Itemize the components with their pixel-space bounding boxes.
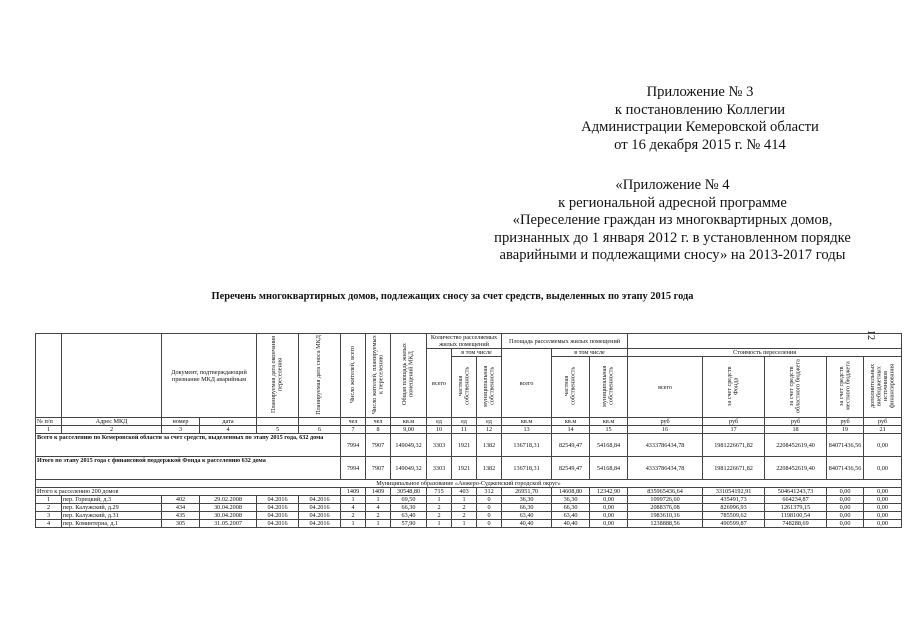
row-value: 36,30 [552, 496, 590, 504]
subtotal-value: 312 [477, 488, 502, 496]
row-value: 2 [341, 512, 366, 520]
row-value: 0,00 [590, 520, 628, 528]
table-row [36, 496, 902, 504]
row-doc-date: 30.04.2008 [200, 512, 257, 520]
row-doc-date: 30.04.2008 [200, 504, 257, 512]
unit-cell: руб [765, 418, 827, 426]
row-value: 435491,73 [703, 496, 765, 504]
column-number: 2 [62, 426, 162, 434]
row-value: 0,00 [827, 520, 864, 528]
total-value: 136718,31 [502, 457, 552, 480]
row-value: 57,90 [391, 520, 427, 528]
total-value: 1981226671,82 [703, 457, 765, 480]
unit-cell: руб [703, 418, 765, 426]
row-value: 40,40 [552, 520, 590, 528]
row-value: 36,30 [502, 496, 552, 504]
column-number: 12 [477, 426, 502, 434]
column-number: 19 [827, 426, 864, 434]
row-value: 1 [427, 496, 452, 504]
total-value: 3303 [427, 434, 452, 457]
total-value: 84071436,56 [827, 457, 864, 480]
header-line: «Приложение № 4 [615, 177, 730, 193]
row-value: 1 [341, 520, 366, 528]
col-num: № п/п [36, 418, 62, 426]
col-doc: Документ, подтверждающий признание МКД аварийным [162, 334, 257, 418]
total-value: 149049,32 [391, 457, 427, 480]
row-value: 0,00 [864, 496, 902, 504]
row-planned-demolish: 04.2016 [299, 512, 341, 520]
row-value: 1 [427, 520, 452, 528]
row-address: пер. Горецкий, д.3 [62, 496, 162, 504]
row-value: 0,00 [590, 504, 628, 512]
col-cost-total: всего [628, 357, 703, 418]
row-value: 0 [477, 512, 502, 520]
col-area-group: Площадь расселяемых жилых помещений [502, 334, 628, 349]
column-number: 16 [628, 426, 703, 434]
col-planned-demolish: Планируемая дата сноса МКД [299, 334, 341, 418]
row-value: 63,40 [391, 512, 427, 520]
col-residents: Число жителей, всего [341, 334, 366, 418]
subtotal-value: 0,00 [827, 488, 864, 496]
subtotal-value: 0,00 [864, 488, 902, 496]
subtotal-value: 715 [427, 488, 452, 496]
row-value: 1 [341, 496, 366, 504]
table-row [36, 504, 902, 512]
row-doc-number: 435 [162, 512, 200, 520]
total-label: Итого по этапу 2015 года с финансовой поддержкой Фонда к расселению 632 дома [36, 457, 341, 480]
table-row [36, 512, 902, 520]
row-value: 0,00 [590, 496, 628, 504]
row-value: 1238888,56 [628, 520, 703, 528]
row-planned-resettle: 04.2016 [257, 504, 299, 512]
row-value: 1099726,60 [628, 496, 703, 504]
row-doc-number: 305 [162, 520, 200, 528]
col-cost-fund: за счет средств Фонда [703, 357, 765, 418]
row-value: 66,30 [391, 504, 427, 512]
subtotal-value: 30548,80 [391, 488, 427, 496]
total-value: 4333786434,78 [628, 457, 703, 480]
row-value: 4 [341, 504, 366, 512]
total-value: 3303 [427, 457, 452, 480]
row-planned-resettle: 04.2016 [257, 496, 299, 504]
column-numbers-row [36, 426, 902, 434]
total-value: 7994 [341, 457, 366, 480]
row-value: 4 [366, 504, 391, 512]
row-number: 2 [36, 504, 62, 512]
unit-cell: ед [427, 418, 452, 426]
col-address: Адрес МКД [62, 418, 162, 426]
subtotal-value: 504641243,73 [765, 488, 827, 496]
unit-cell: руб [628, 418, 703, 426]
row-planned-resettle: 04.2016 [257, 520, 299, 528]
column-number: 14 [552, 426, 590, 434]
houses-table [35, 333, 902, 528]
subtotal-value: 331054192,91 [703, 488, 765, 496]
column-number: 6 [299, 426, 341, 434]
col-cost-group: Стоимость переселения [628, 349, 902, 357]
row-number: 1 [36, 496, 62, 504]
total-value: 54168,84 [590, 457, 628, 480]
column-number: 13 [502, 426, 552, 434]
total-value: 7994 [341, 434, 366, 457]
row-value: 0 [477, 504, 502, 512]
subtotal-label: Итого к расселению 200 домов [36, 488, 341, 496]
col-count-private: частная собственность [452, 357, 477, 418]
header-line: Приложение № 3 [646, 84, 754, 100]
municipality-name: Муниципальное образование «Анжеро-Судженский городской округ» [36, 480, 902, 488]
total-value: 84071436,56 [827, 434, 864, 457]
units-row [36, 418, 902, 426]
column-number: 4 [200, 426, 257, 434]
column-number: 17 [703, 426, 765, 434]
row-value: 63,40 [502, 512, 552, 520]
row-value: 0,00 [864, 512, 902, 520]
row-value: 66,30 [552, 504, 590, 512]
subtotal-value: 14608,80 [552, 488, 590, 496]
row-address: пер. Коминтерна, д.1 [62, 520, 162, 528]
row-value: 0,00 [864, 520, 902, 528]
total-value: 2208452619,40 [765, 457, 827, 480]
column-number: 7 [341, 426, 366, 434]
header-line: признанных до 1 января 2012 г. в установленном порядке [494, 229, 851, 246]
subtotal-value: 403 [452, 488, 477, 496]
row-value: 0,00 [864, 504, 902, 512]
row-value: 1 [452, 496, 477, 504]
unit-cell: ед [477, 418, 502, 426]
unit-cell: ед [452, 418, 477, 426]
row-address: пер. Калужский, д.29 [62, 504, 162, 512]
total-value: 82549,47 [552, 457, 590, 480]
unit-cell: кв.м [590, 418, 628, 426]
row-doc-number: 434 [162, 504, 200, 512]
col-planned-resettle: Планируемая дата окончания переселения [257, 334, 299, 418]
total-value: 2208452619,40 [765, 434, 827, 457]
subtotal-value: 1409 [366, 488, 391, 496]
row-doc-date: 29.02.2008 [200, 496, 257, 504]
col-area-private: частная собственность [552, 357, 590, 418]
page-number: 12 [865, 330, 876, 340]
row-value: 1983610,16 [628, 512, 703, 520]
total-value: 1921 [452, 457, 477, 480]
row-value: 1261379,15 [765, 504, 827, 512]
col-cost-extra: дополнительных внебюджетных источников финансирования [864, 357, 902, 418]
col-cost-local: за счет средств местного бюджета [827, 357, 864, 418]
row-value: 63,40 [552, 512, 590, 520]
row-value: 2 [427, 504, 452, 512]
row-value: 0,00 [827, 496, 864, 504]
col-area-total: всего [502, 349, 552, 418]
col-residents-planned: Число жителей, планируемых к переселению [366, 334, 391, 418]
header-row-1 [36, 334, 902, 349]
appendix-3-header [555, 84, 845, 154]
column-number: 1 [36, 426, 62, 434]
row-value: 2 [452, 512, 477, 520]
col-cost-regional: за счет средств областного бюджета [765, 357, 827, 418]
total-value: 0,00 [864, 457, 902, 480]
row-value: 0,00 [827, 512, 864, 520]
unit-cell: кв.м [391, 418, 427, 426]
total-value: 149049,32 [391, 434, 427, 457]
unit-cell: руб [864, 418, 902, 426]
row-planned-demolish: 04.2016 [299, 496, 341, 504]
row-value: 1198100,54 [765, 512, 827, 520]
row-value: 826996,93 [703, 504, 765, 512]
row-doc-date: 31.05.2007 [200, 520, 257, 528]
header-line: Администрации Кемеровской области [581, 119, 819, 135]
col-count-total: всего [427, 349, 452, 418]
row-value: 1 [452, 520, 477, 528]
col-doc-date: дата [200, 418, 257, 426]
row-value: 1 [366, 496, 391, 504]
total-row [36, 457, 902, 480]
total-value: 1382 [477, 434, 502, 457]
row-value: 0,00 [827, 504, 864, 512]
col-area-in-that: в том числе [552, 349, 628, 357]
total-value: 1981226671,82 [703, 434, 765, 457]
row-value: 748288,69 [765, 520, 827, 528]
row-value: 69,50 [391, 496, 427, 504]
total-value: 136718,31 [502, 434, 552, 457]
row-planned-resettle: 04.2016 [257, 512, 299, 520]
total-value: 0,00 [864, 434, 902, 457]
column-number: 15 [590, 426, 628, 434]
col-doc-number: номер [162, 418, 200, 426]
subtotal-value: 26951,70 [502, 488, 552, 496]
total-value: 82549,47 [552, 434, 590, 457]
header-line: аварийными и подлежащими сносу» на 2013-2017 годы [499, 247, 846, 263]
row-number: 3 [36, 512, 62, 520]
total-label: Всего к расселению по Кемеровской области за счет средств, выделенных по этапу 2015 года, 632 дома [36, 434, 341, 457]
unit-cell: чел [341, 418, 366, 426]
total-value: 7907 [366, 457, 391, 480]
total-row [36, 434, 902, 457]
total-value: 7907 [366, 434, 391, 457]
row-value: 664234,87 [765, 496, 827, 504]
column-number: 8 [366, 426, 391, 434]
col-area-municipal: муниципальная собственность [590, 357, 628, 418]
row-value: 66,30 [502, 504, 552, 512]
unit-cell: руб [827, 418, 864, 426]
col-count-municipal: муниципальная собственность [477, 357, 502, 418]
col-count-group: Количество расселяемых жилых помещений [427, 334, 502, 349]
row-value: 490599,87 [703, 520, 765, 528]
unit-cell: кв.м [502, 418, 552, 426]
col-total-area: Общая площадь жилых помещений МКД [391, 334, 427, 418]
header-line: к постановлению Коллегии [614, 101, 786, 118]
subtotal-row [36, 488, 902, 496]
municipality-row [36, 480, 902, 488]
row-address: пер. Калужский, д.31 [62, 512, 162, 520]
appendix-4-header [455, 177, 890, 265]
total-value: 1921 [452, 434, 477, 457]
total-value: 54168,84 [590, 434, 628, 457]
row-value: 1 [366, 520, 391, 528]
row-value: 2 [427, 512, 452, 520]
row-value: 2 [452, 504, 477, 512]
header-line: «Переселение граждан из многоквартирных домов, [512, 212, 833, 228]
row-number: 4 [36, 520, 62, 528]
unit-cell: чел [366, 418, 391, 426]
column-number: 3 [162, 426, 200, 434]
table-row [36, 520, 902, 528]
subtotal-value: 835965436,64 [628, 488, 703, 496]
row-value: 2088376,08 [628, 504, 703, 512]
row-value: 0 [477, 496, 502, 504]
unit-cell: кв.м [552, 418, 590, 426]
subtotal-value: 12342,90 [590, 488, 628, 496]
header-line: от 16 декабря 2015 г. № 414 [614, 136, 786, 153]
row-doc-number: 402 [162, 496, 200, 504]
column-number: 10 [427, 426, 452, 434]
row-value: 40,40 [502, 520, 552, 528]
column-number: 9,00 [391, 426, 427, 434]
column-number: 11 [452, 426, 477, 434]
row-planned-demolish: 04.2016 [299, 504, 341, 512]
row-value: 0,00 [590, 512, 628, 520]
total-value: 1382 [477, 457, 502, 480]
row-planned-demolish: 04.2016 [299, 520, 341, 528]
total-value: 4333786434,78 [628, 434, 703, 457]
header-line: к региональной адресной программе [558, 194, 787, 211]
row-value: 2 [366, 512, 391, 520]
row-value: 785509,62 [703, 512, 765, 520]
column-number: 18 [765, 426, 827, 434]
document-title: Перечень многоквартирных домов, подлежащих сносу за счет средств, выделенных по этапу 2015 года [211, 291, 694, 302]
row-value: 0 [477, 520, 502, 528]
subtotal-value: 1409 [341, 488, 366, 496]
col-count-in-that: в том числе [452, 349, 502, 357]
column-number: 5 [257, 426, 299, 434]
column-number: 21 [864, 426, 902, 434]
